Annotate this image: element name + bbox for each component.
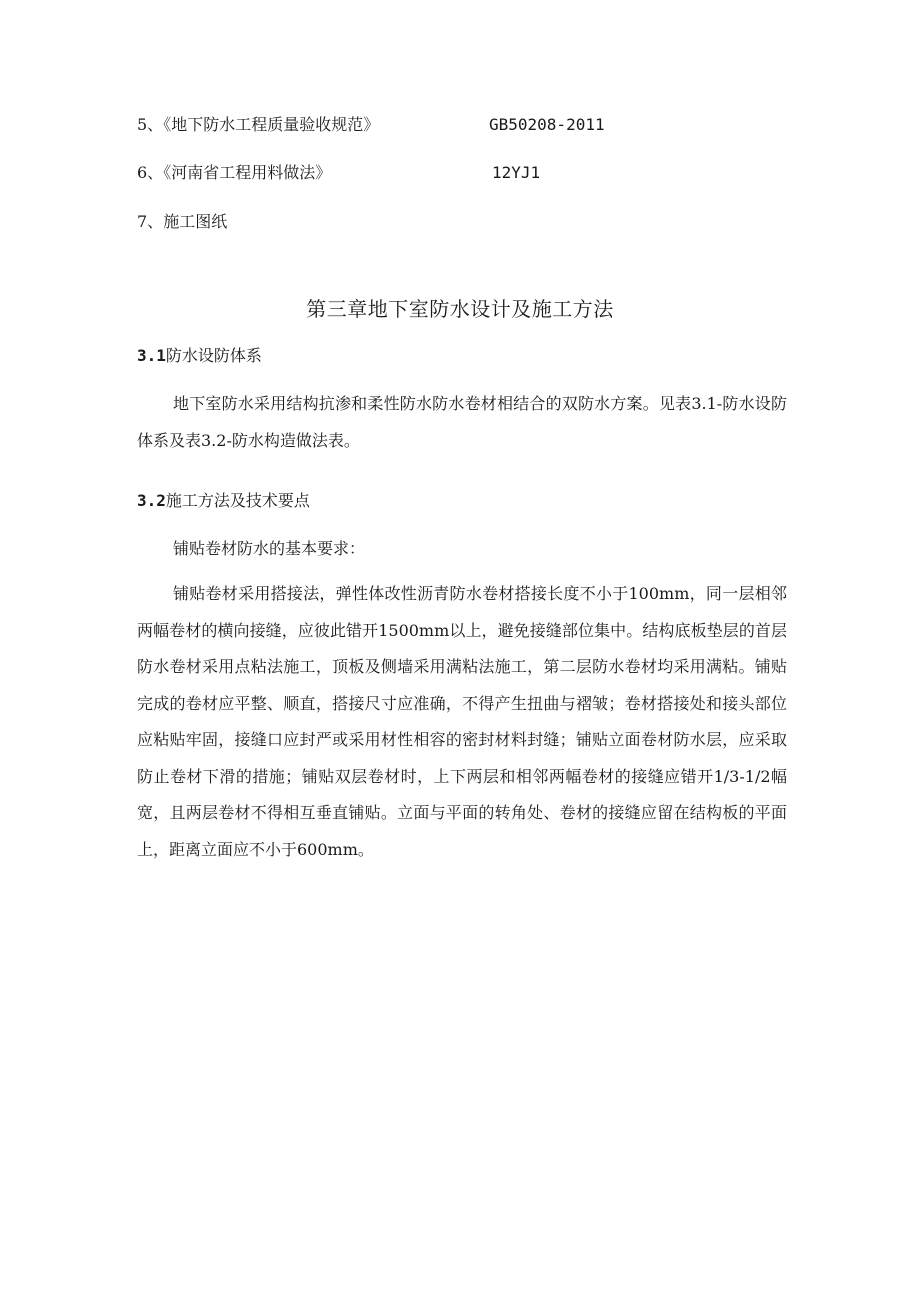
section-3-1-paragraph: 地下室防水采用结构抗渗和柔性防水防水卷材相结合的双防水方案。见表3.1-防水设防体系及表3.2-防水构造做法表。: [137, 394, 787, 450]
reference-number: 5、: [137, 115, 164, 134]
section-heading-3-2: [137, 491, 310, 511]
reference-code: 12YJ1: [492, 163, 541, 182]
section-3-2-subheading: 铺贴卷材防水的基本要求：: [173, 539, 366, 558]
section-title: 施工方法及技术要点: [165, 491, 310, 510]
reference-item-6: [137, 163, 331, 183]
reference-title: 《河南省工程用料做法》: [163, 163, 332, 182]
reference-number: 7、: [137, 212, 164, 231]
reference-number: 6、: [137, 163, 164, 182]
section-3-2-paragraph: 铺贴卷材采用搭接法，弹性体改性沥青防水卷材搭接长度不小于100mm，同一层相邻两幅卷材的横向接缝，应彼此错开1500mm以上，避免接缝部位集中。结构底板垫层的首层防水卷材采用点粘法施工，顶板及侧墙采用满粘法施工，第二层防水卷材均采用满粘。铺贴完成的卷材应平整、顺直，搭接尺寸应准确，不得产生扭曲与褶皱；卷材搭接处和接头部位应粘贴牢固，接缝口应封严或采用材性相容的密封材料封缝；铺贴立面卷材防水层，应采取防止卷材下滑的措施；铺贴双层卷材时，上下两层和相邻两幅卷材的接缝应错开1/3-1/2幅宽，且两层卷材不得相互垂直铺贴。立面与平面的转角处、卷材的接缝应留在结构板的平面上，距离立面应不小于600mm。: [137, 584, 787, 859]
section-title: 防水设防体系: [165, 346, 262, 365]
section-number: 3.1: [137, 346, 166, 365]
reference-title: 《地下防水工程质量验收规范》: [163, 115, 380, 134]
section-heading-3-1: [137, 346, 262, 366]
reference-item-5: [137, 115, 379, 135]
reference-item-7: [137, 212, 227, 232]
chapter-title: 第三章地下室防水设计及施工方法: [306, 297, 614, 321]
reference-title: 施工图纸: [163, 212, 228, 231]
reference-code: GB50208-2011: [489, 115, 605, 134]
section-number: 3.2: [137, 491, 166, 510]
